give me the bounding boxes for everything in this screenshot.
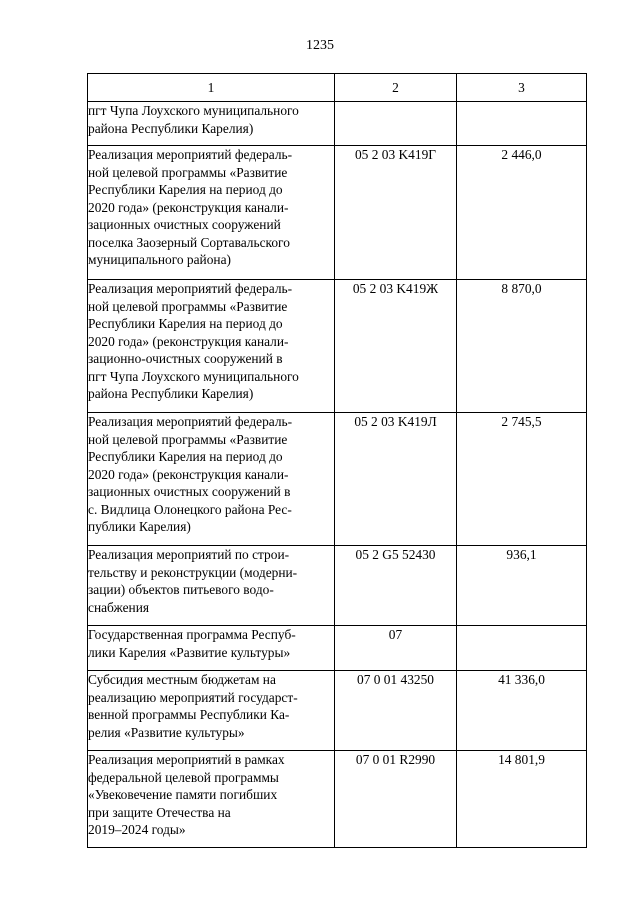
row-code: 07 <box>335 626 457 671</box>
table-row <box>88 626 587 671</box>
row-amount: 936,1 <box>457 546 587 626</box>
table-row <box>88 102 587 146</box>
budget-table <box>87 73 587 848</box>
table-row <box>88 146 587 280</box>
row-code: 05 2 03 K419Г <box>335 146 457 280</box>
row-amount: 41 336,0 <box>457 671 587 751</box>
table-row <box>88 280 587 413</box>
row-code: 07 0 01 43250 <box>335 671 457 751</box>
row-amount: 8 870,0 <box>457 280 587 413</box>
column-header-2: 2 <box>335 74 457 102</box>
row-code: 05 2 03 K419Л <box>335 413 457 546</box>
table-row <box>88 413 587 546</box>
row-amount <box>457 102 587 146</box>
row-amount: 2 745,5 <box>457 413 587 546</box>
row-description: Реализация мероприятий федераль- ной целевой программы «Развитие Республики Карелия на период до 2020 года» (реконструкция канали- зационно-очистных сооружений в пгт Чупа Лоухского муниципального района Республики Карелия) <box>88 280 335 413</box>
row-description: Реализация мероприятий федераль- ной целевой программы «Развитие Республики Карелия на период до 2020 года» (реконструкция канали- зационных очистных сооружений поселка Заозерный Сортавальского муниципального района) <box>88 146 335 280</box>
row-amount <box>457 626 587 671</box>
row-code: 07 0 01 R2990 <box>335 751 457 848</box>
row-description: пгт Чупа Лоухского муниципального района Республики Карелия) <box>88 102 335 146</box>
table-header-row <box>88 74 587 102</box>
row-description: Реализация мероприятий федераль- ной целевой программы «Развитие Республики Карелия на период до 2020 года» (реконструкция канали- зационных очистных сооружений в с. Видлица Олонецкого района Рес- публики Карелия) <box>88 413 335 546</box>
table-row <box>88 546 587 626</box>
row-code <box>335 102 457 146</box>
row-code: 05 2 G5 52430 <box>335 546 457 626</box>
row-amount: 2 446,0 <box>457 146 587 280</box>
row-code: 05 2 03 K419Ж <box>335 280 457 413</box>
row-description: Реализация мероприятий в рамках федеральной целевой программы «Увековечение памяти погибших при защите Отечества на 2019–2024 годы» <box>88 751 335 848</box>
column-header-3: 3 <box>457 74 587 102</box>
page-number: 1235 <box>306 38 334 53</box>
table-row <box>88 751 587 848</box>
row-description: Реализация мероприятий по строи- тельству и реконструкции (модерни- зации) объектов питьевого водо- снабжения <box>88 546 335 626</box>
column-header-1: 1 <box>88 74 335 102</box>
row-description: Субсидия местным бюджетам на реализацию мероприятий государст- венной программы Республики Ка- релия «Развитие культуры» <box>88 671 335 751</box>
table-row <box>88 671 587 751</box>
row-description: Государственная программа Респуб- лики Карелия «Развитие культуры» <box>88 626 335 671</box>
row-amount: 14 801,9 <box>457 751 587 848</box>
